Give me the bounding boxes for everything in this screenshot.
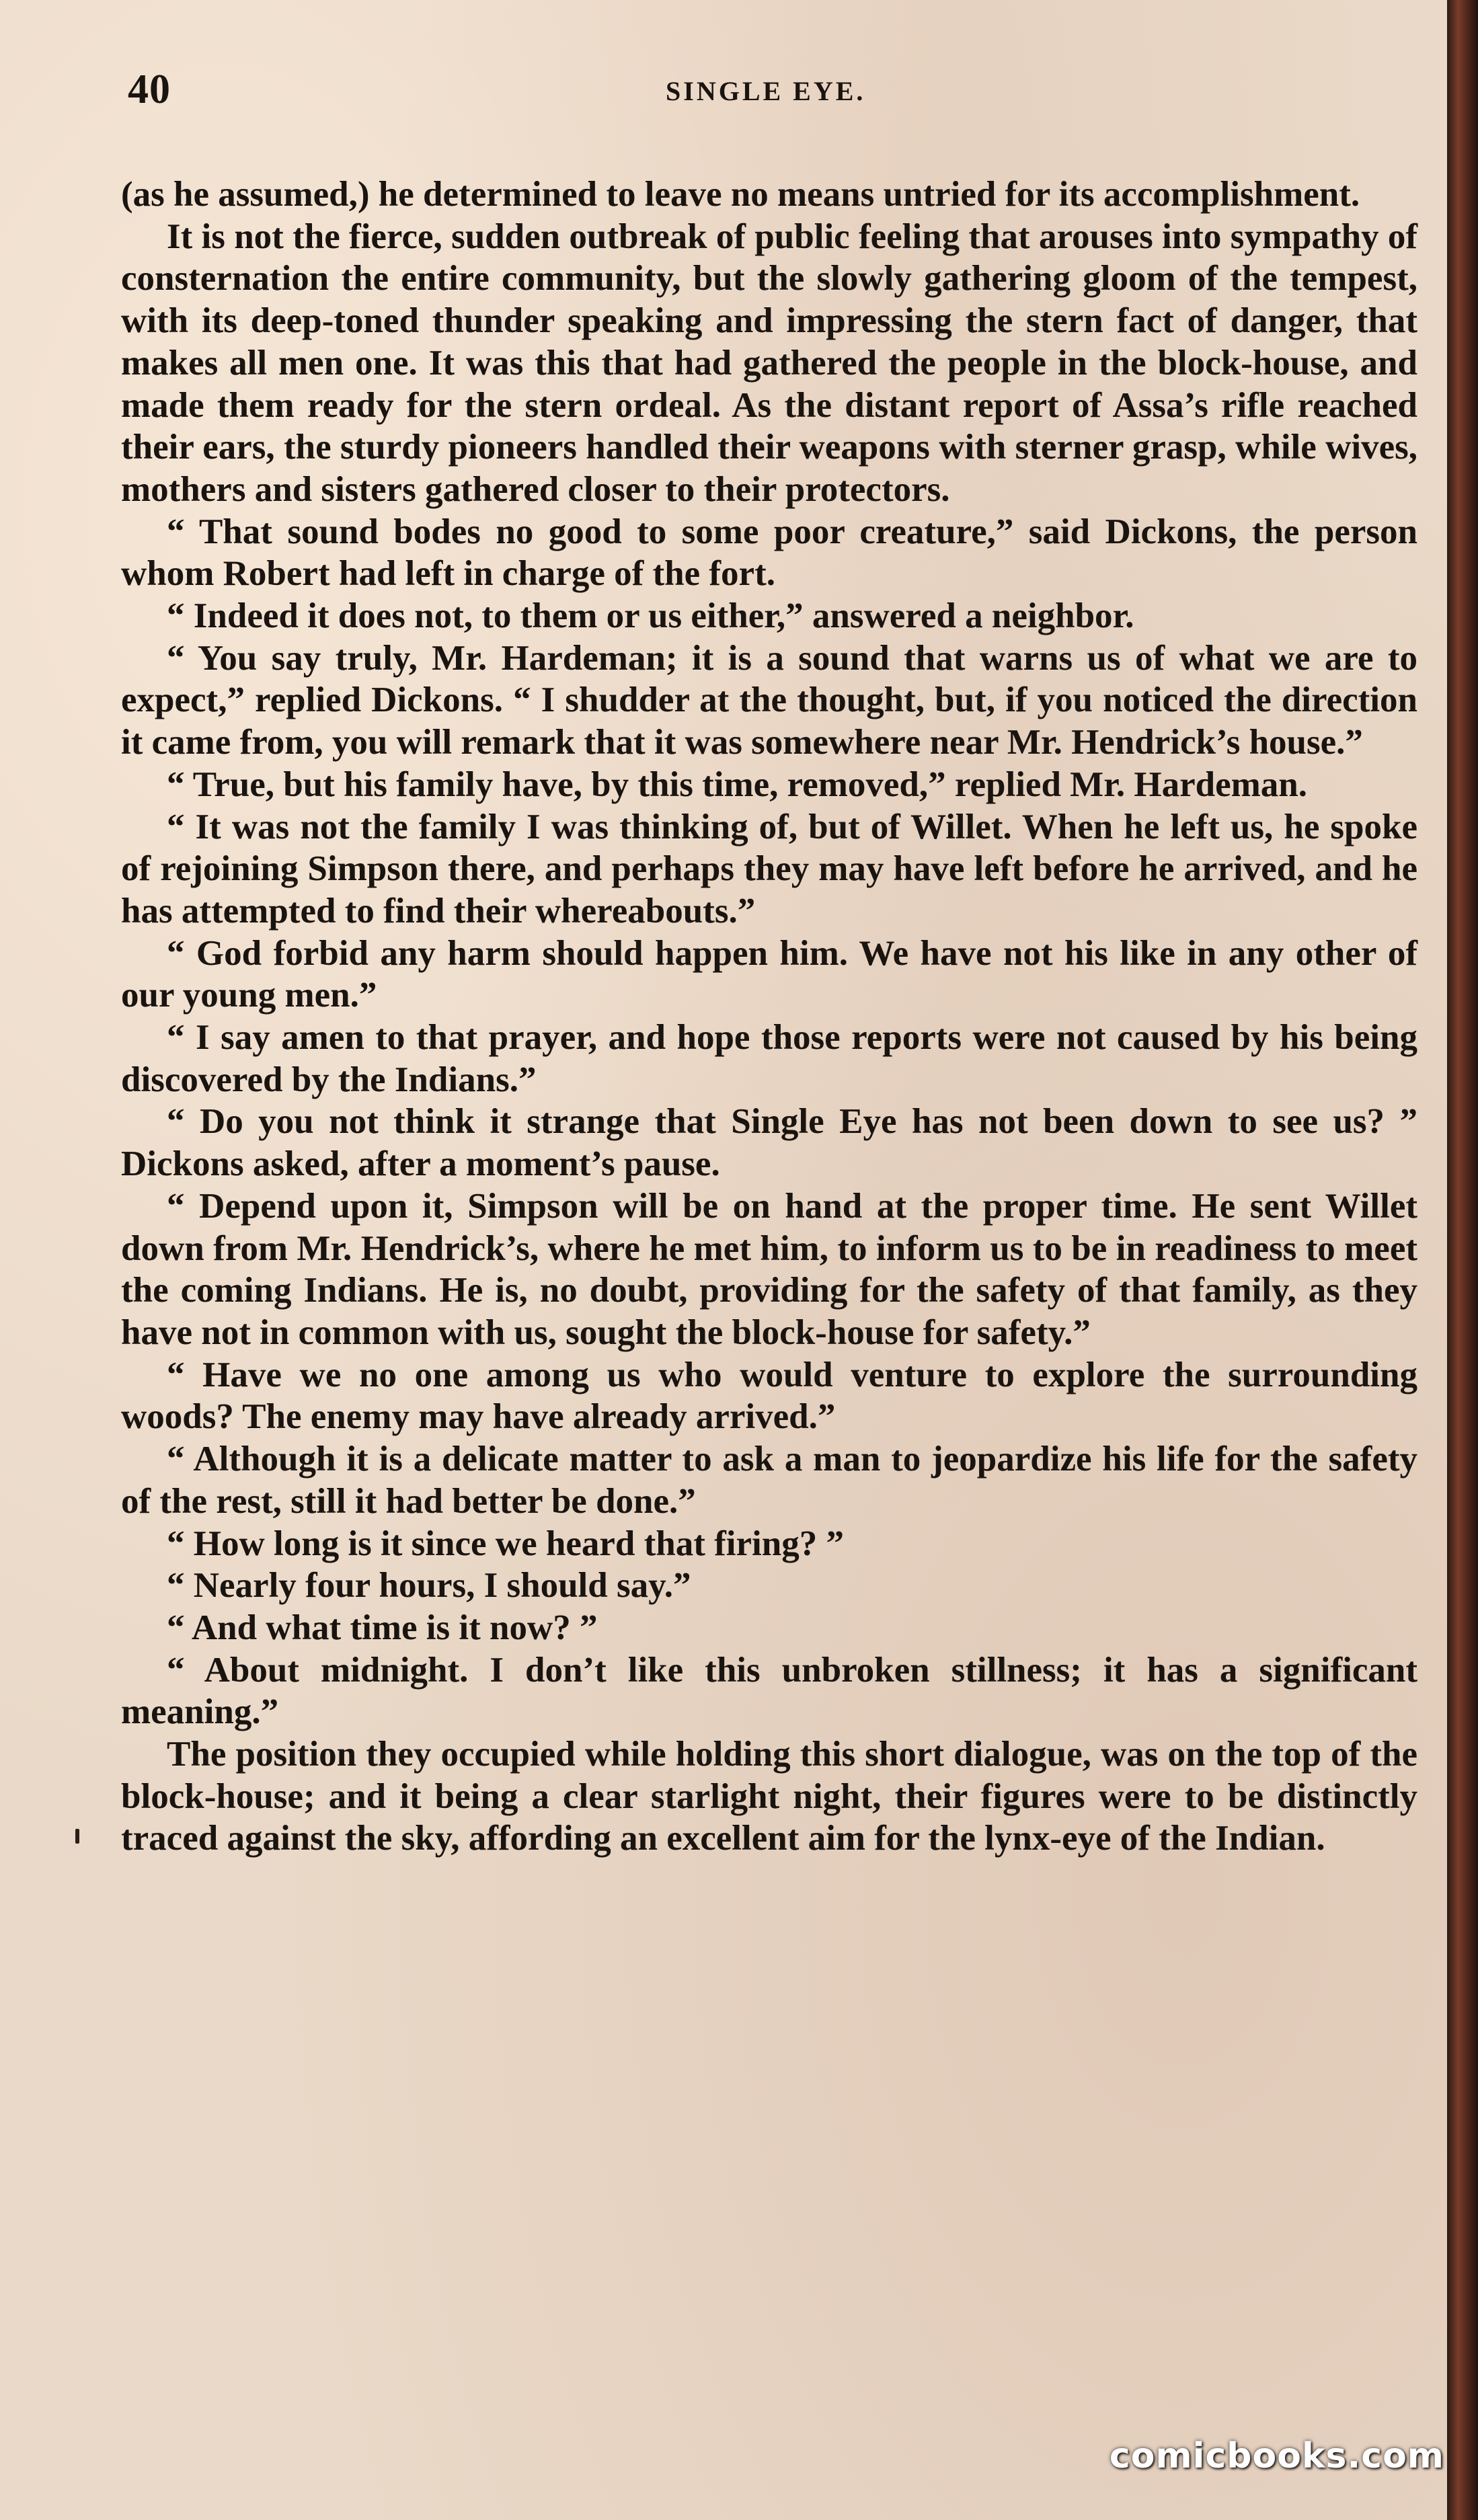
- paragraph: “ It was not the family I was thinking of, but of Willet. When he left us, he spoke of rejoining Simpson there, and perhaps they may have left before he arrived, and he has attempted to find their whereabouts.”: [121, 807, 1417, 931]
- paragraph: “ You say truly, Mr. Hardeman; it is a sound that warns us of what we are to expect,” replied Dickons. “ I shudder at the thought, but, if you noticed the direction it came from, you will remark that it was somewhere near Mr. Hendrick’s house.”: [121, 638, 1417, 762]
- paragraph: “ That sound bodes no good to some poor creature,” said Dickons, the person whom Robert had left in charge of the fort.: [121, 512, 1417, 594]
- paragraph: “ About midnight. I don’t like this unbroken stillness; it has a significant meaning.”: [121, 1650, 1417, 1732]
- paragraph: “ True, but his family have, by this time, removed,” replied Mr. Hardeman.: [167, 764, 1307, 804]
- paragraph: “ How long is it since we heard that firing? ”: [167, 1524, 844, 1563]
- paragraph: “ Indeed it does not, to them or us either,” answered a neighbor.: [167, 596, 1134, 636]
- paragraph: “ God forbid any harm should happen him. We have not his like in any other of our young men.”: [121, 933, 1417, 1015]
- paragraph: “ I say amen to that prayer, and hope those reports were not caused by his being discovered by the Indians.”: [121, 1018, 1417, 1099]
- page-header: [128, 66, 1419, 113]
- running-head: SINGLE EYE.: [666, 76, 866, 106]
- paragraph: “ Although it is a delicate matter to ask a man to jeopardize his life for the safety of the rest, still it had better be done.”: [121, 1440, 1417, 1521]
- paragraph: “ Depend upon it, Simpson will be on hand at the proper time. He sent Willet down from Mr. Hendrick’s, where he met him, to inform us to be in readiness to meet the coming Indians. He is, no doubt, providing for the safety of that family, as they have not in common with us, sought the block-house for safety.”: [121, 1186, 1417, 1352]
- watermark-logo: comicbooks.com: [1109, 2436, 1444, 2476]
- paragraph: “ And what time is it now? ”: [167, 1608, 598, 1647]
- paragraph: “ Have we no one among us who would venture to explore the surrounding woods? The enemy may have already arrived.”: [121, 1355, 1417, 1437]
- page-number: 40: [128, 67, 171, 112]
- paragraph: “ Nearly four hours, I should say.”: [167, 1566, 691, 1606]
- margin-mark: [75, 1829, 79, 1844]
- paragraph: (as he assumed,) he determined to leave no means untried for its accomplishment.: [121, 175, 1360, 214]
- paragraph: “ Do you not think it strange that Single Eye has not been down to see us? ” Dickons asked, after a moment’s pause.: [121, 1102, 1417, 1184]
- paragraph: The position they occupied while holding this short dialogue, was on the top of the block-house; and it being a clear starlight night, their figures were to be distinctly traced against the sky, affording an excellent aim for the lynx-eye of the Indian.: [121, 1735, 1417, 1858]
- book-edge: [1447, 0, 1478, 2520]
- paragraph: It is not the fierce, sudden outbreak of public feeling that arouses into sympathy of consternation the entire community, but the slowly gathering gloom of the tempest, with its deep-toned thunder speaking and impressing the stern fact of danger, that makes all men one. It was this that had gathered the people in the block-house, and made them ready for the stern ordeal. As the distant report of Assa’s rifle reached their ears, the sturdy pioneers handled their weapons with sterner grasp, while wives, mothers and sisters gathered closer to their protectors.: [121, 216, 1417, 509]
- body-text: [121, 173, 1417, 1860]
